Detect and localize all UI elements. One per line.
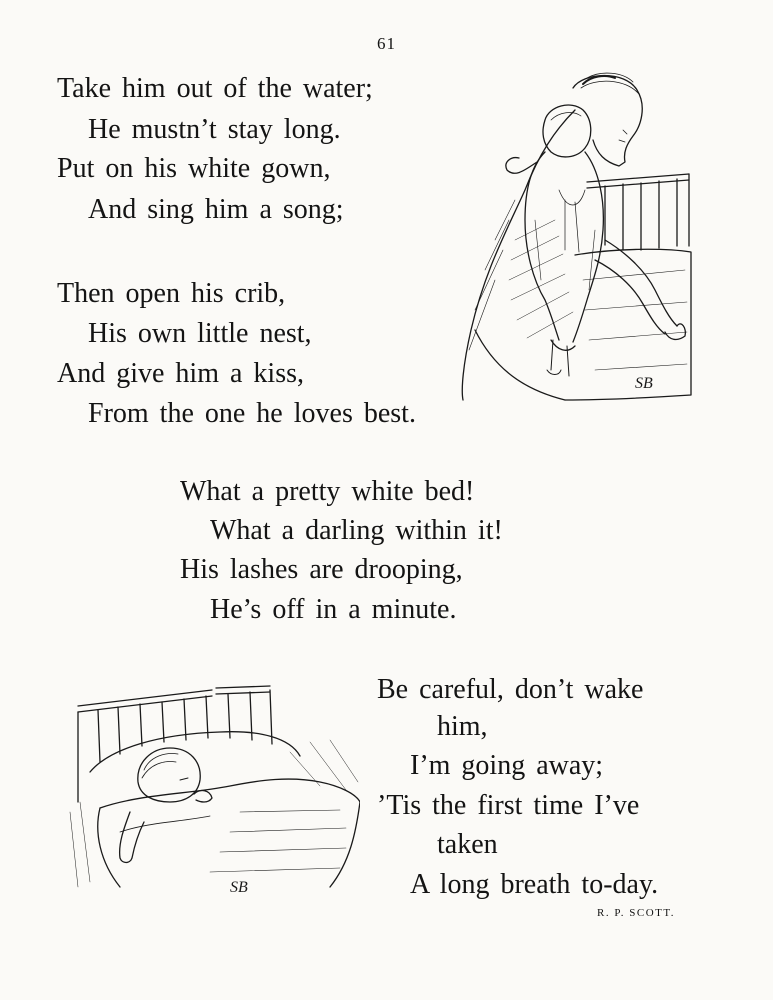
page-number: 61 (377, 34, 396, 53)
poem-line: A long breath to-day. (410, 869, 659, 900)
poem-line: And sing him a song; (88, 194, 344, 225)
poem-line: From the one he loves best. (88, 398, 416, 429)
poem-line: him, (437, 711, 488, 742)
poem-line: His own little nest, (88, 318, 312, 349)
author-credit: R. P. SCOTT. (597, 907, 676, 919)
poem-line: He’s off in a minute. (210, 594, 457, 625)
illustrator-monogram: SB (635, 375, 653, 392)
crib-headboard (78, 686, 272, 802)
poem-line: Then open his crib, (57, 278, 286, 309)
poem-line: Be careful, don’t wake (377, 674, 644, 705)
poem-line: taken (437, 829, 498, 860)
poem-line: What a pretty white bed! (180, 476, 475, 507)
mother-holding-child-illustration (455, 70, 695, 405)
poem-line: And give him a kiss, (57, 358, 304, 389)
sleeping-baby-in-crib-illustration (60, 682, 360, 897)
poem-line: His lashes are drooping, (180, 554, 463, 585)
poem-line: Put on his white gown, (57, 153, 331, 184)
illustrator-monogram: SB (230, 879, 248, 896)
poem-line: He mustn’t stay long. (88, 114, 341, 145)
poem-line: What a darling within it! (210, 515, 503, 546)
poem-line: I’m going away; (410, 750, 604, 781)
poem-line: ’Tis the first time I’ve (377, 790, 640, 821)
poem-line: Take him out of the water; (57, 73, 373, 104)
